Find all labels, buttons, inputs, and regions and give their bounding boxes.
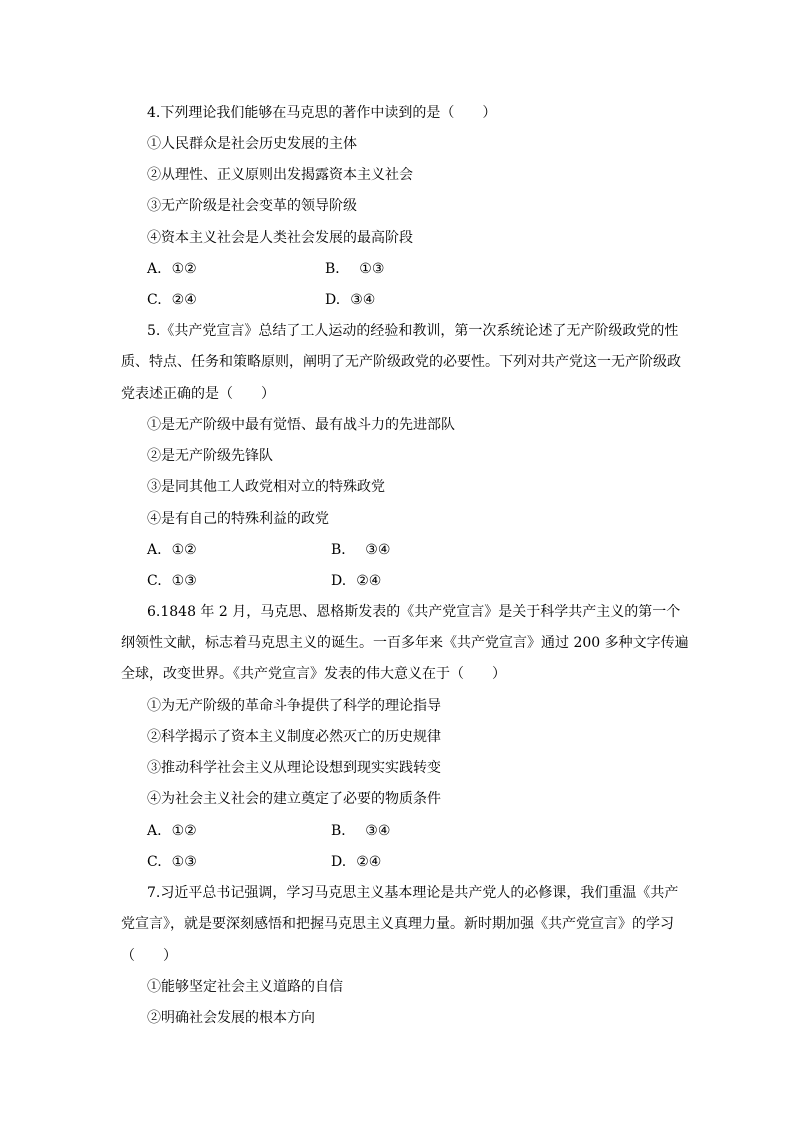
question-5-choice-d [331,571,381,591]
question-6-option-4: ④为社会主义社会的建立奠定了必要的物质条件 [147,791,441,807]
question-6-option-3: ③推动科学社会主义从理论设想到现实实践转变 [147,760,441,776]
question-4-option-4: ④资本主义社会是人类社会发展的最高阶段 [147,230,413,246]
question-4-option-1: ①人民群众是社会历史发展的主体 [147,136,357,152]
question-6-stem-line-1: 6.1848 年 2 月，马克思、恩格斯发表的《共产党宣言》是关于科学共产主义的第一个 [147,604,681,620]
choice-value: ①③ [359,261,385,277]
choice-letter: A. [147,542,162,558]
choice-letter: A. [147,261,162,277]
choice-value: ①③ [171,854,197,870]
choice-value: ②④ [171,292,197,308]
question-7-option-1: ①能够坚定社会主义道路的自信 [147,979,343,995]
question-5-option-2: ②是无产阶级先锋队 [147,448,273,464]
choice-letter: D. [325,292,341,308]
choice-letter: A. [147,823,162,839]
question-6-choice-c [147,852,197,872]
question-4-option-2: ②从理性、正义原则出发揭露资本主义社会 [147,167,413,183]
choice-value: ①② [171,823,197,839]
question-7-option-2: ②明确社会发展的根本方向 [147,1010,315,1026]
choice-value: ③④ [365,823,391,839]
question-6-option-1: ①为无产阶级的革命斗争提供了科学的理论指导 [147,698,441,714]
choice-letter: D. [331,854,347,870]
question-5-stem-line-2: 质、特点、任务和策略原则，阐明了无产阶级政党的必要性。下列对共产党这一无产阶级政 [121,354,681,370]
choice-letter: C. [147,292,162,308]
question-5-stem-line-1: 5.《共产党宣言》总结了工人运动的经验和教训，第一次系统论述了无产阶级政党的性 [147,323,679,339]
choice-letter: D. [331,573,347,589]
choice-value: ②④ [356,573,382,589]
choice-value: ③④ [350,292,376,308]
choice-letter: B． [325,261,350,277]
question-7-stem-line-1: 7.习近平总书记强调，学习马克思主义基本理论是共产党人的必修课，我们重温《共产 [147,885,679,901]
question-5-option-1: ①是无产阶级中最有觉悟、最有战斗力的先进部队 [147,417,455,433]
choice-letter: C. [147,854,162,870]
question-4-choice-d [325,290,375,310]
question-4-option-3: ③无产阶级是社会变革的领导阶级 [147,198,357,214]
question-5-choice-a [147,540,197,560]
question-5-choice-b [331,540,390,560]
question-4-choice-b [325,259,384,279]
choice-letter: C. [147,573,162,589]
question-5-stem-line-3: 党表述正确的是（ ） [121,386,275,402]
choice-value: ①② [171,261,197,277]
question-6-choice-d [331,852,381,872]
question-5-option-3: ③是同其他工人政党相对立的特殊政党 [147,479,385,495]
question-6-stem-line-3: 全球，改变世界。《共产党宣言》发表的伟大意义在于（ ） [121,666,506,682]
choice-letter: B． [331,542,356,558]
question-5-choice-c [147,571,197,591]
choice-value: ①③ [171,573,197,589]
choice-letter: B． [331,823,356,839]
question-6-stem-line-2: 纲领性文献，标志着马克思主义的诞生。一百多年来《共产党宣言》通过 200 多种文字传遍 [121,635,689,651]
question-4-choice-c [147,290,197,310]
question-7-stem-line-2: 党宣言》，就是要深刻感悟和把握马克思主义真理力量。新时期加强《共产党宣言》的学习 [121,916,674,932]
question-6-option-2: ②科学揭示了资本主义制度必然灭亡的历史规律 [147,729,441,745]
choice-value: ②④ [356,854,382,870]
question-4-stem: 4.下列理论我们能够在马克思的著作中读到的是（ ） [147,105,497,121]
question-7-stem-line-3: （ ） [121,948,177,964]
question-6-choice-b [331,821,390,841]
choice-value: ③④ [365,542,391,558]
question-5-option-4: ④是有自己的特殊利益的政党 [147,511,329,527]
choice-value: ①② [171,542,197,558]
question-6-choice-a [147,821,197,841]
question-4-choice-a [147,259,197,279]
